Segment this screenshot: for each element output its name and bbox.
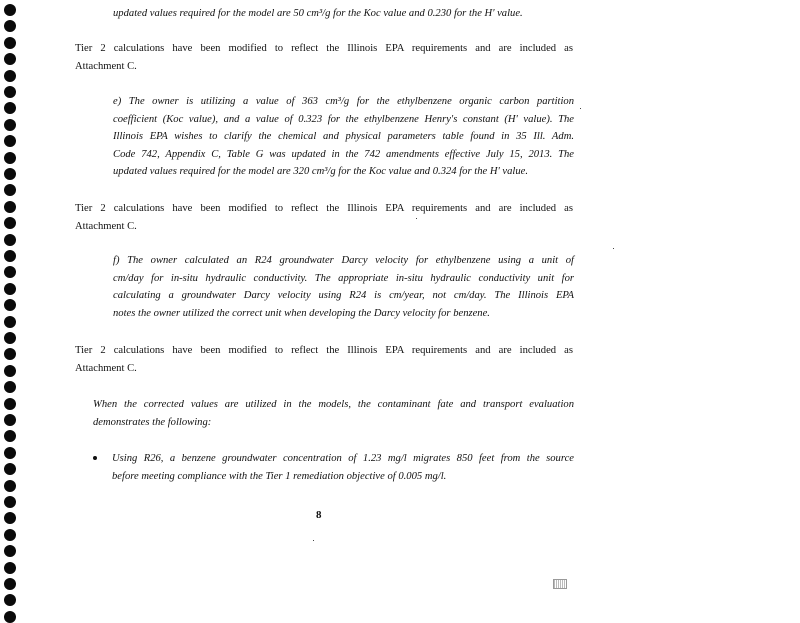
binder-hole bbox=[4, 447, 16, 459]
binder-hole bbox=[4, 135, 16, 147]
binder-hole bbox=[4, 234, 16, 246]
binder-hole bbox=[4, 37, 16, 49]
binder-hole-strip bbox=[4, 0, 20, 618]
binder-hole bbox=[4, 53, 16, 65]
text-line: Tier 2 calculations have been modified to reflect the Illinois EPA requirements and are included as bbox=[75, 203, 573, 214]
scan-speck bbox=[580, 108, 581, 109]
text-line: When the corrected values are utilized in the models, the contaminant fate and transport evaluation bbox=[93, 399, 574, 410]
binder-hole bbox=[4, 299, 16, 311]
binder-hole bbox=[4, 20, 16, 32]
binder-hole bbox=[4, 250, 16, 262]
text-line: Tier 2 calculations have been modified to reflect the Illinois EPA requirements and are included as bbox=[75, 43, 573, 54]
text-line: notes the owner utilized the correct unit when developing the Darcy velocity for benzene. bbox=[113, 307, 490, 319]
binder-hole bbox=[4, 70, 16, 82]
bullet-icon bbox=[93, 456, 97, 460]
binder-hole bbox=[4, 414, 16, 426]
text-line: Using R26, a benzene groundwater concentration of 1.23 mg/l migrates 850 feet from the source bbox=[112, 453, 574, 464]
text-line: Attachment C. bbox=[75, 60, 137, 72]
paragraph-tier-3 bbox=[75, 342, 573, 377]
paragraph-item-f bbox=[113, 252, 574, 322]
scan-speck bbox=[313, 540, 314, 541]
page-number: 8 bbox=[316, 509, 322, 521]
binder-hole bbox=[4, 496, 16, 508]
paragraph-tier-1 bbox=[75, 40, 573, 75]
binder-hole bbox=[4, 201, 16, 213]
binder-hole bbox=[4, 217, 16, 229]
binder-hole bbox=[4, 529, 16, 541]
binder-hole bbox=[4, 512, 16, 524]
text-line: calculating a groundwater Darcy velocity using R24 is cm/year, not cm/day. The Illinois EPA bbox=[113, 290, 574, 301]
binder-hole bbox=[4, 594, 16, 606]
text-line: updated values required for the model are 50 cm³/g for the Koc value and 0.230 for the H' value. bbox=[113, 8, 523, 19]
binder-hole bbox=[4, 611, 16, 623]
text-line: e) The owner is utilizing a value of 363 cm³/g for the ethylbenzene organic carbon partition bbox=[113, 96, 574, 107]
text-line: before meeting compliance with the Tier 1 remediation objective of 0.005 mg/l. bbox=[112, 470, 447, 482]
binder-hole bbox=[4, 152, 16, 164]
paragraph-intro bbox=[93, 396, 574, 431]
binder-hole bbox=[4, 480, 16, 492]
scan-speck bbox=[613, 248, 614, 249]
paragraph-top-partial bbox=[113, 5, 574, 23]
binder-hole bbox=[4, 545, 16, 557]
text-line: updated values required for the model are 320 cm³/g for the Koc value and 0.324 for the H' value. bbox=[113, 166, 528, 177]
binder-hole bbox=[4, 86, 16, 98]
binder-hole bbox=[4, 430, 16, 442]
text-line: Attachment C. bbox=[75, 362, 137, 374]
text-line: Illinois EPA wishes to clarify the chemical and physical parameters table found in 35 Ill. Adm. bbox=[113, 131, 574, 142]
binder-hole bbox=[4, 102, 16, 114]
text-line: f) The owner calculated an R24 groundwater Darcy velocity for ethylbenzene using a unit of bbox=[113, 255, 574, 266]
text-line: demonstrates the following: bbox=[93, 416, 212, 428]
binder-hole bbox=[4, 266, 16, 278]
binder-hole bbox=[4, 332, 16, 344]
binder-hole bbox=[4, 184, 16, 196]
text-line: Code 742, Appendix C, Table G was updated in the 742 amendments effective July 15, 2013. The bbox=[113, 148, 574, 160]
binder-hole bbox=[4, 398, 16, 410]
binder-hole bbox=[4, 316, 16, 328]
binder-hole bbox=[4, 119, 16, 131]
binder-hole bbox=[4, 168, 16, 180]
binder-hole bbox=[4, 381, 16, 393]
scan-speck bbox=[416, 218, 417, 219]
binder-hole bbox=[4, 578, 16, 590]
binder-hole bbox=[4, 562, 16, 574]
bullet-text bbox=[112, 450, 574, 485]
binder-hole bbox=[4, 463, 16, 475]
binder-hole bbox=[4, 365, 16, 377]
text-line: Tier 2 calculations have been modified to reflect the Illinois EPA requirements and are included as bbox=[75, 345, 573, 356]
binder-hole bbox=[4, 348, 16, 360]
text-line: coefficient (Koc value), and a value of 0.323 for the ethylbenzene Henry's constant (H' value). The bbox=[113, 113, 574, 125]
text-line: cm/day for in-situ hydraulic conductivity. The appropriate in-situ hydraulic conductivity unit for bbox=[113, 272, 574, 284]
text-line: Attachment C. bbox=[75, 220, 137, 232]
paragraph-tier-2 bbox=[75, 200, 573, 235]
paragraph-item-e bbox=[113, 93, 574, 181]
binder-hole bbox=[4, 283, 16, 295]
binder-hole bbox=[4, 4, 16, 16]
scan-stamp-mark bbox=[553, 579, 567, 589]
